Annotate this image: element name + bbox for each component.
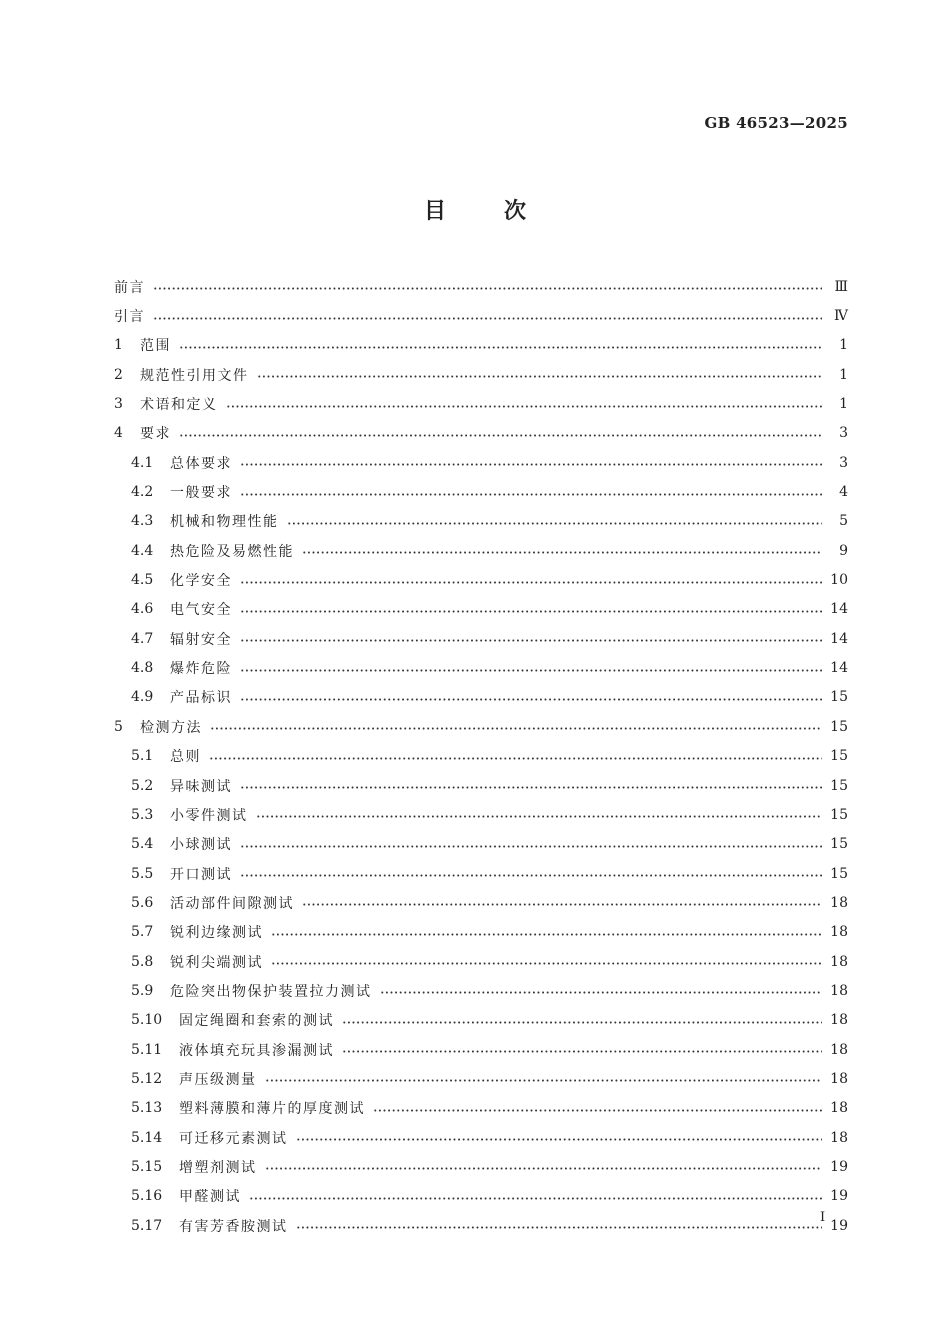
toc-entry-number: 5.12	[131, 1070, 163, 1087]
leader-dots	[179, 434, 822, 437]
toc-entry-page: 1	[839, 366, 848, 383]
leader-dots	[210, 727, 822, 730]
toc-entry[interactable]	[114, 1182, 848, 1211]
toc-entry-title: 小球测试	[170, 837, 232, 854]
toc-entry-title: 检测方法	[140, 719, 202, 736]
table-of-contents	[114, 272, 848, 1240]
toc-entry-number: 4.8	[131, 660, 154, 677]
toc-entry-page: 15	[830, 777, 848, 794]
leader-dots	[265, 1167, 823, 1170]
leader-dots	[240, 845, 822, 848]
toc-entry-title: 辐射安全	[170, 631, 232, 648]
toc-entry-number: 4.9	[131, 689, 154, 706]
toc-entry[interactable]	[114, 1006, 848, 1035]
toc-entry-page: 18	[830, 1100, 848, 1117]
toc-entry-title: 锐利尖端测试	[170, 954, 263, 971]
toc-entry-page: 14	[830, 601, 848, 618]
toc-entry-title: 一般要求	[170, 485, 232, 502]
toc-entry-page: 15	[830, 836, 848, 853]
toc-entry-page: Ⅳ	[834, 308, 848, 325]
toc-entry-number: 5.13	[131, 1100, 163, 1117]
toc-entry[interactable]	[114, 1211, 848, 1240]
leader-dots	[153, 317, 822, 320]
toc-entry-title: 总则	[170, 749, 201, 766]
leader-dots	[226, 405, 823, 408]
toc-entry-number: 4.1	[131, 454, 154, 471]
toc-entry-number: 1	[114, 337, 123, 354]
toc-entry-title: 产品标识	[170, 690, 232, 707]
toc-entry-page: 15	[830, 718, 848, 735]
toc-entry-title: 小零件测试	[170, 807, 248, 824]
toc-entry[interactable]	[114, 624, 848, 653]
toc-entry[interactable]	[114, 859, 848, 888]
toc-entry[interactable]	[114, 419, 848, 448]
leader-dots	[256, 815, 823, 818]
toc-entry-number: 5.15	[131, 1158, 163, 1175]
standard-number: GB 46523—2025	[704, 114, 848, 132]
toc-entry[interactable]	[114, 272, 848, 301]
toc-entry[interactable]	[114, 360, 848, 389]
leader-dots	[373, 1109, 822, 1112]
toc-entry-page: 19	[830, 1158, 848, 1175]
toc-entry-title: 引言	[114, 309, 145, 326]
toc-entry[interactable]	[114, 830, 848, 859]
toc-entry-page: 3	[839, 454, 848, 471]
toc-entry-title: 锐利边缘测试	[170, 925, 263, 942]
toc-entry-number: 4.3	[131, 513, 154, 530]
toc-entry[interactable]	[114, 976, 848, 1005]
toc-entry-page: 19	[830, 1217, 848, 1234]
leader-dots	[240, 463, 822, 466]
toc-entry-number: 3	[114, 396, 123, 413]
toc-entry[interactable]	[114, 1035, 848, 1064]
leader-dots	[296, 1138, 823, 1141]
toc-entry-number: 5.16	[131, 1188, 163, 1205]
toc-entry-number: 5.2	[131, 777, 154, 794]
toc-entry[interactable]	[114, 595, 848, 624]
toc-entry[interactable]	[114, 918, 848, 947]
toc-entry-title: 规范性引用文件	[140, 367, 249, 384]
toc-entry[interactable]	[114, 477, 848, 506]
toc-entry-page: 5	[839, 513, 848, 530]
leader-dots	[209, 757, 822, 760]
leader-dots	[342, 1050, 822, 1053]
toc-entry-page: 15	[830, 806, 848, 823]
leader-dots	[302, 551, 822, 554]
toc-entry-page: 10	[830, 572, 848, 589]
leader-dots	[257, 375, 823, 378]
toc-entry-page: 15	[830, 748, 848, 765]
toc-entry-page: 18	[830, 982, 848, 999]
toc-entry[interactable]	[114, 565, 848, 594]
toc-entry-title: 前言	[114, 279, 145, 296]
toc-entry[interactable]	[114, 1152, 848, 1181]
leader-dots	[240, 669, 822, 672]
page-number: I	[820, 1210, 826, 1225]
toc-entry-page: 18	[830, 924, 848, 941]
leader-dots	[240, 493, 822, 496]
toc-entry-number: 5.8	[131, 953, 154, 970]
toc-entry-title: 要求	[140, 426, 171, 443]
toc-entry-page: 18	[830, 894, 848, 911]
toc-entry-title: 危险突出物保护装置拉力测试	[170, 983, 372, 1000]
toc-entry-number: 5.6	[131, 894, 154, 911]
toc-entry-number: 5.9	[131, 982, 154, 999]
toc-entry-number: 5.1	[131, 748, 154, 765]
toc-entry-title: 开口测试	[170, 866, 232, 883]
leader-dots	[179, 346, 822, 349]
toc-entry-title: 固定绳圈和套索的测试	[179, 1013, 334, 1030]
toc-entry-page: 18	[830, 1129, 848, 1146]
toc-entry-page: 15	[830, 689, 848, 706]
leader-dots	[249, 1197, 822, 1200]
toc-entry-number: 5.7	[131, 924, 154, 941]
toc-entry-title: 液体填充玩具渗漏测试	[179, 1042, 334, 1059]
toc-entry-number: 2	[114, 366, 123, 383]
toc-entry-page: 4	[839, 484, 848, 501]
toc-entry-page: 18	[830, 953, 848, 970]
toc-entry-number: 4.2	[131, 484, 154, 501]
toc-entry[interactable]	[114, 742, 848, 771]
toc-entry-page: 19	[830, 1188, 848, 1205]
leader-dots	[380, 991, 823, 994]
toc-entry[interactable]	[114, 536, 848, 565]
toc-entry[interactable]	[114, 1064, 848, 1093]
toc-entry[interactable]	[114, 712, 848, 741]
leader-dots	[240, 786, 822, 789]
leader-dots	[271, 962, 822, 965]
toc-entry[interactable]	[114, 507, 848, 536]
toc-entry[interactable]	[114, 301, 848, 330]
toc-entry-title: 声压级测量	[179, 1071, 257, 1088]
toc-entry-title: 范围	[140, 338, 171, 355]
toc-entry[interactable]	[114, 888, 848, 917]
toc-entry[interactable]	[114, 771, 848, 800]
toc-entry[interactable]	[114, 1094, 848, 1123]
toc-entry[interactable]	[114, 653, 848, 682]
toc-entry-page: 15	[830, 865, 848, 882]
toc-entry-title: 活动部件间隙测试	[170, 895, 294, 912]
leader-dots	[153, 287, 822, 290]
toc-entry-page: 14	[830, 630, 848, 647]
toc-entry-title: 机械和物理性能	[170, 514, 279, 531]
toc-entry-number: 4.4	[131, 542, 154, 559]
toc-entry-number: 4	[114, 425, 123, 442]
toc-entry-title: 爆炸危险	[170, 661, 232, 678]
toc-entry-number: 5.4	[131, 836, 154, 853]
toc-entry-number: 5.5	[131, 865, 154, 882]
toc-entry-page: 3	[839, 425, 848, 442]
leader-dots	[302, 903, 822, 906]
toc-entry-number: 4.5	[131, 572, 154, 589]
toc-entry-title: 术语和定义	[140, 397, 218, 414]
toc-entry[interactable]	[114, 389, 848, 418]
toc-entry-title: 甲醛测试	[179, 1189, 241, 1206]
toc-entry-number: 5.14	[131, 1129, 163, 1146]
toc-entry-page: 1	[839, 396, 848, 413]
toc-entry-title: 热危险及易燃性能	[170, 543, 294, 560]
toc-entry-number: 4.7	[131, 630, 154, 647]
toc-entry-page: 1	[839, 337, 848, 354]
toc-entry[interactable]	[114, 947, 848, 976]
leader-dots	[240, 874, 822, 877]
leader-dots	[265, 1079, 823, 1082]
toc-entry-title: 电气安全	[170, 602, 232, 619]
toc-entry-page: 18	[830, 1041, 848, 1058]
toc-entry-page: 18	[830, 1070, 848, 1087]
toc-entry-page: 14	[830, 660, 848, 677]
toc-entry[interactable]	[114, 800, 848, 829]
toc-entry-title: 异味测试	[170, 778, 232, 795]
toc-entry[interactable]	[114, 448, 848, 477]
toc-entry-title: 有害芳香胺测试	[179, 1218, 288, 1235]
page-title: 目次	[423, 198, 584, 224]
toc-entry-title: 化学安全	[170, 573, 232, 590]
toc-entry-title: 塑料薄膜和薄片的厚度测试	[179, 1101, 365, 1118]
toc-entry[interactable]	[114, 1123, 848, 1152]
leader-dots	[271, 933, 822, 936]
leader-dots	[240, 581, 822, 584]
leader-dots	[342, 1021, 822, 1024]
leader-dots	[240, 698, 822, 701]
leader-dots	[240, 639, 822, 642]
toc-entry-number: 4.6	[131, 601, 154, 618]
leader-dots	[296, 1226, 823, 1229]
toc-entry-title: 增塑剂测试	[179, 1159, 257, 1176]
toc-entry-page: Ⅲ	[834, 278, 848, 295]
leader-dots	[287, 522, 823, 525]
toc-entry-page: 18	[830, 1012, 848, 1029]
toc-entry[interactable]	[114, 331, 848, 360]
toc-entry-number: 5.3	[131, 806, 154, 823]
toc-entry-title: 总体要求	[170, 455, 232, 472]
leader-dots	[240, 610, 822, 613]
toc-entry-number: 5.11	[131, 1041, 163, 1058]
toc-entry-number: 5	[114, 718, 123, 735]
toc-entry-page: 9	[839, 542, 848, 559]
toc-entry[interactable]	[114, 683, 848, 712]
toc-entry-number: 5.17	[131, 1217, 163, 1234]
toc-entry-number: 5.10	[131, 1012, 163, 1029]
toc-entry-title: 可迁移元素测试	[179, 1130, 288, 1147]
